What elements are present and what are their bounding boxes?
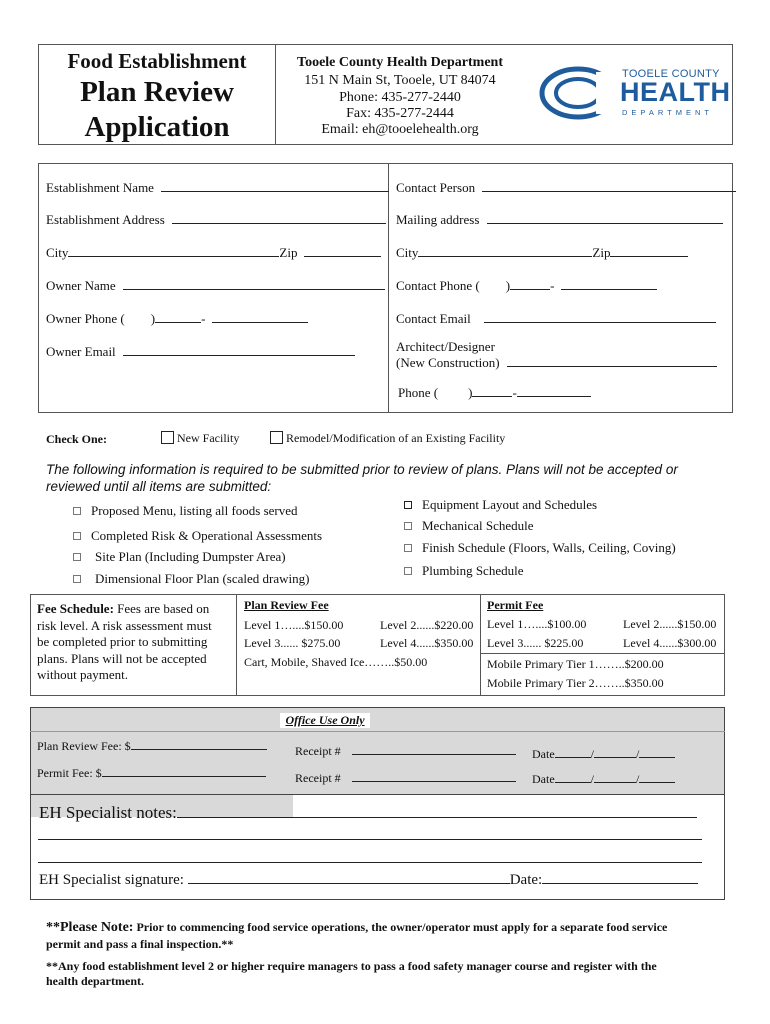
dept-address: 151 N Main St, Tooele, UT 84074 [304,73,496,88]
please-note-line2: permit and pass a final inspection.** [46,937,234,951]
new-facility-checkbox[interactable] [161,431,174,444]
level2-note-line1: **Any food establishment level 2 or higher require managers to pass a food safety manager course and register with the [46,959,657,973]
city-field[interactable] [68,244,279,257]
establishment-address-field[interactable] [172,211,386,224]
office-permit-fee-field[interactable] [102,764,266,777]
requirement-text: Site Plan (Including Dumpster Area) [95,549,286,564]
establishment-name-label: Establishment Name [46,180,154,195]
mailing-zip-field[interactable] [610,244,688,257]
eh-date-field[interactable] [542,870,698,884]
contact-phone-paren: ) [505,278,511,293]
fee-schedule-line: plans. Plans will not be accepted [37,650,207,666]
contact-phone-label: Contact Phone ( [396,278,480,293]
eh-signature-label: EH Specialist signature: [39,872,184,888]
permit-tier2: Mobile Primary Tier 2……..$350.00 [487,676,664,690]
logo-top-text: TOOELE COUNTY [622,68,720,80]
contact-email-field[interactable] [484,310,716,323]
bullet-box-icon [404,501,412,509]
owner-email-label: Owner Email [46,344,116,359]
owner-phone-row [46,310,308,327]
plan-fee-l3: Level 3...... $275.00 [244,636,341,650]
fee-schedule-label: Fee Schedule: [37,601,114,616]
date1-year-field[interactable] [639,745,675,758]
date1-day-field[interactable] [594,745,636,758]
bullet-box-icon [73,532,81,540]
establishment-address-label: Establishment Address [46,212,165,227]
requirement-right-1 [404,497,597,513]
eh-notes-field[interactable] [177,803,697,818]
date-slash: / [590,747,594,761]
fee-schedule-line: risk level. A risk assessment must [37,617,212,633]
office-use-title: Office Use Only [280,713,370,728]
logo-main-text: HEALTH [620,77,731,107]
contact-person-row [396,179,736,196]
requirement-left-1 [73,503,298,519]
bullet-box-icon [404,567,412,575]
bullet-box-icon [73,553,81,561]
requirement-text: Proposed Menu, listing all foods served [91,503,298,518]
permit-fee-l3: Level 3...... $225.00 [487,636,584,650]
architect-phone-field[interactable] [517,384,591,397]
logo-swoosh-icon [538,64,618,122]
receipt1-label: Receipt # [295,744,341,758]
owner-phone-prefix-field[interactable] [155,310,201,323]
permit-fee-l4: Level 4......$300.00 [623,636,717,650]
owner-email-row [46,343,355,360]
eh-signature-row [39,870,698,889]
office-permit-fee-label: Permit Fee: $ [37,766,102,780]
eh-notes-label: EH Specialist notes: [39,803,177,822]
office-receipt1-row [295,742,516,759]
requirement-text: Mechanical Schedule [422,518,534,533]
requirement-text: Dimensional Floor Plan (scaled drawing) [95,571,310,586]
office-divider [30,731,725,732]
architect-phone-label: Phone ( [398,385,439,400]
requirement-left-2 [73,528,322,544]
architect-row [396,354,717,371]
please-note-label: **Please Note: [46,920,134,935]
date2-month-field[interactable] [555,770,591,783]
owner-phone-paren: ) [150,311,156,326]
establishment-city-row [46,244,381,261]
date-slash: / [636,747,640,761]
mailing-city-label: City [396,245,419,260]
date2-year-field[interactable] [639,770,675,783]
plan-fee-l4: Level 4......$350.00 [380,636,474,650]
date-slash: / [590,772,594,786]
architect-phone-row [398,384,591,401]
requirement-text: Finish Schedule (Floors, Walls, Ceiling, Coving) [422,540,676,555]
permit-fee-l2: Level 2......$150.00 [623,617,717,631]
mailing-address-field[interactable] [487,211,723,224]
owner-name-label: Owner Name [46,278,116,293]
establishment-name-row [46,179,389,196]
office-plan-fee-row [37,737,267,754]
architect-label-line2: (New Construction) [396,355,500,370]
eh-notes-line2[interactable] [38,839,702,840]
dept-name: Tooele County Health Department [297,55,503,70]
office-plan-fee-field[interactable] [131,737,267,750]
contact-person-field[interactable] [482,179,736,192]
owner-phone-dash: - [201,311,206,326]
receipt1-field[interactable] [352,742,516,755]
receipt2-field[interactable] [352,769,516,782]
dept-email: Email: eh@tooelehealth.org [321,122,479,137]
new-facility-label: New Facility [177,431,240,445]
architect-label-line1: Architect/Designer [396,339,495,354]
owner-name-row [46,277,385,294]
architect-phone-dash: - [512,385,517,400]
owner-email-field[interactable] [123,343,355,356]
plan-fee-cart: Cart, Mobile, Shaved Ice……..$50.00 [244,655,428,669]
bullet-box-icon [404,544,412,552]
eh-date-label: Date: [509,872,543,888]
date1-label: Date [532,747,555,761]
dept-phone: Phone: 435-277-2440 [339,90,461,105]
fee-schedule-line: Fees are based on [113,601,210,616]
date2-label: Date [532,772,555,786]
permit-fee-title: Permit Fee [487,598,544,612]
contact-email-label: Contact Email [396,311,471,326]
fee-schedule-line: without payment. [37,667,128,682]
mailing-address-label: Mailing address [396,212,480,227]
contact-phone-field[interactable] [561,277,657,290]
bullet-box-icon [73,575,81,583]
requirements-intro-line1: The following information is required to be submitted prior to review of plans. Plans will not be accepted or [46,462,678,477]
architect-phone-prefix-field[interactable] [472,384,512,397]
permit-tier-divider [480,653,725,654]
new-facility-option[interactable] [161,431,239,446]
receipt2-label: Receipt # [295,771,341,785]
mailing-city-row [396,244,688,261]
date2-day-field[interactable] [594,770,636,783]
zip-label: Zip [279,245,298,260]
mailing-address-row [396,211,723,228]
permit-fee-l1: Level 1…....$100.00 [487,617,587,631]
contact-phone-row [396,277,657,294]
office-permit-fee-row [37,764,266,781]
bullet-box-icon [404,522,412,530]
contact-person-label: Contact Person [396,180,476,195]
office-date2-row [532,770,675,787]
office-date1-row [532,745,675,762]
owner-name-field[interactable] [123,277,385,290]
contact-phone-dash: - [550,278,555,293]
title-line1: Food Establishment [67,49,247,73]
requirement-text: Plumbing Schedule [422,563,524,578]
health-department-logo [538,64,731,122]
establishment-name-field[interactable] [161,179,389,192]
owner-phone-label: Owner Phone ( [46,311,125,326]
remodel-option[interactable] [270,431,505,446]
requirement-left-3 [73,549,286,565]
requirement-text: Completed Risk & Operational Assessments [91,528,323,543]
office-plan-fee-label: Plan Review Fee: $ [37,739,131,753]
eh-notes-line3[interactable] [38,862,702,863]
logo-bottom-text: DEPARTMENT [622,108,713,117]
requirements-intro-line2: reviewed until all items are submitted: [46,479,272,494]
please-note-line1 [46,920,667,936]
fee-schedule-line: be completed prior to submitting [37,634,208,649]
mailing-city-field[interactable] [418,244,592,257]
requirement-right-4 [404,563,523,579]
requirement-left-4 [73,571,309,587]
remodel-checkbox[interactable] [270,431,283,444]
dept-fax: Fax: 435-277-2444 [346,106,454,121]
title-line3: Application [84,111,230,143]
contact-phone-prefix-field[interactable] [510,277,550,290]
plan-fee-l1: Level 1…....$150.00 [244,618,344,632]
mailing-zip-label: Zip [592,245,611,260]
fee-schedule-text [37,601,212,684]
date1-month-field[interactable] [555,745,591,758]
eh-signature-field[interactable] [188,870,510,884]
plan-fee-l2: Level 2......$220.00 [380,618,474,632]
architect-phone-paren: ) [468,385,473,400]
eh-notes-row [39,803,697,823]
requirement-right-3 [404,540,676,556]
plan-review-fee-title: Plan Review Fee [244,598,329,612]
office-receipt2-row [295,769,516,786]
bullet-box-icon [73,507,81,515]
requirement-text: Equipment Layout and Schedules [422,497,598,512]
please-note-text: Prior to commencing food service operations, the owner/operator must apply for a separate food service [133,920,668,934]
level2-note-line2: health department. [46,974,144,988]
city-label: City [46,245,69,260]
title-line2: Plan Review [80,76,234,108]
zip-field[interactable] [304,244,381,257]
owner-phone-field[interactable] [212,310,308,323]
architect-field[interactable] [507,354,717,367]
requirement-right-2 [404,518,534,534]
contact-email-row [396,310,716,327]
permit-tier1: Mobile Primary Tier 1……..$200.00 [487,657,664,671]
check-one-label: Check One: [46,432,107,446]
remodel-label: Remodel/Modification of an Existing Facility [286,431,506,445]
establishment-address-row [46,211,386,228]
date-slash: / [636,772,640,786]
